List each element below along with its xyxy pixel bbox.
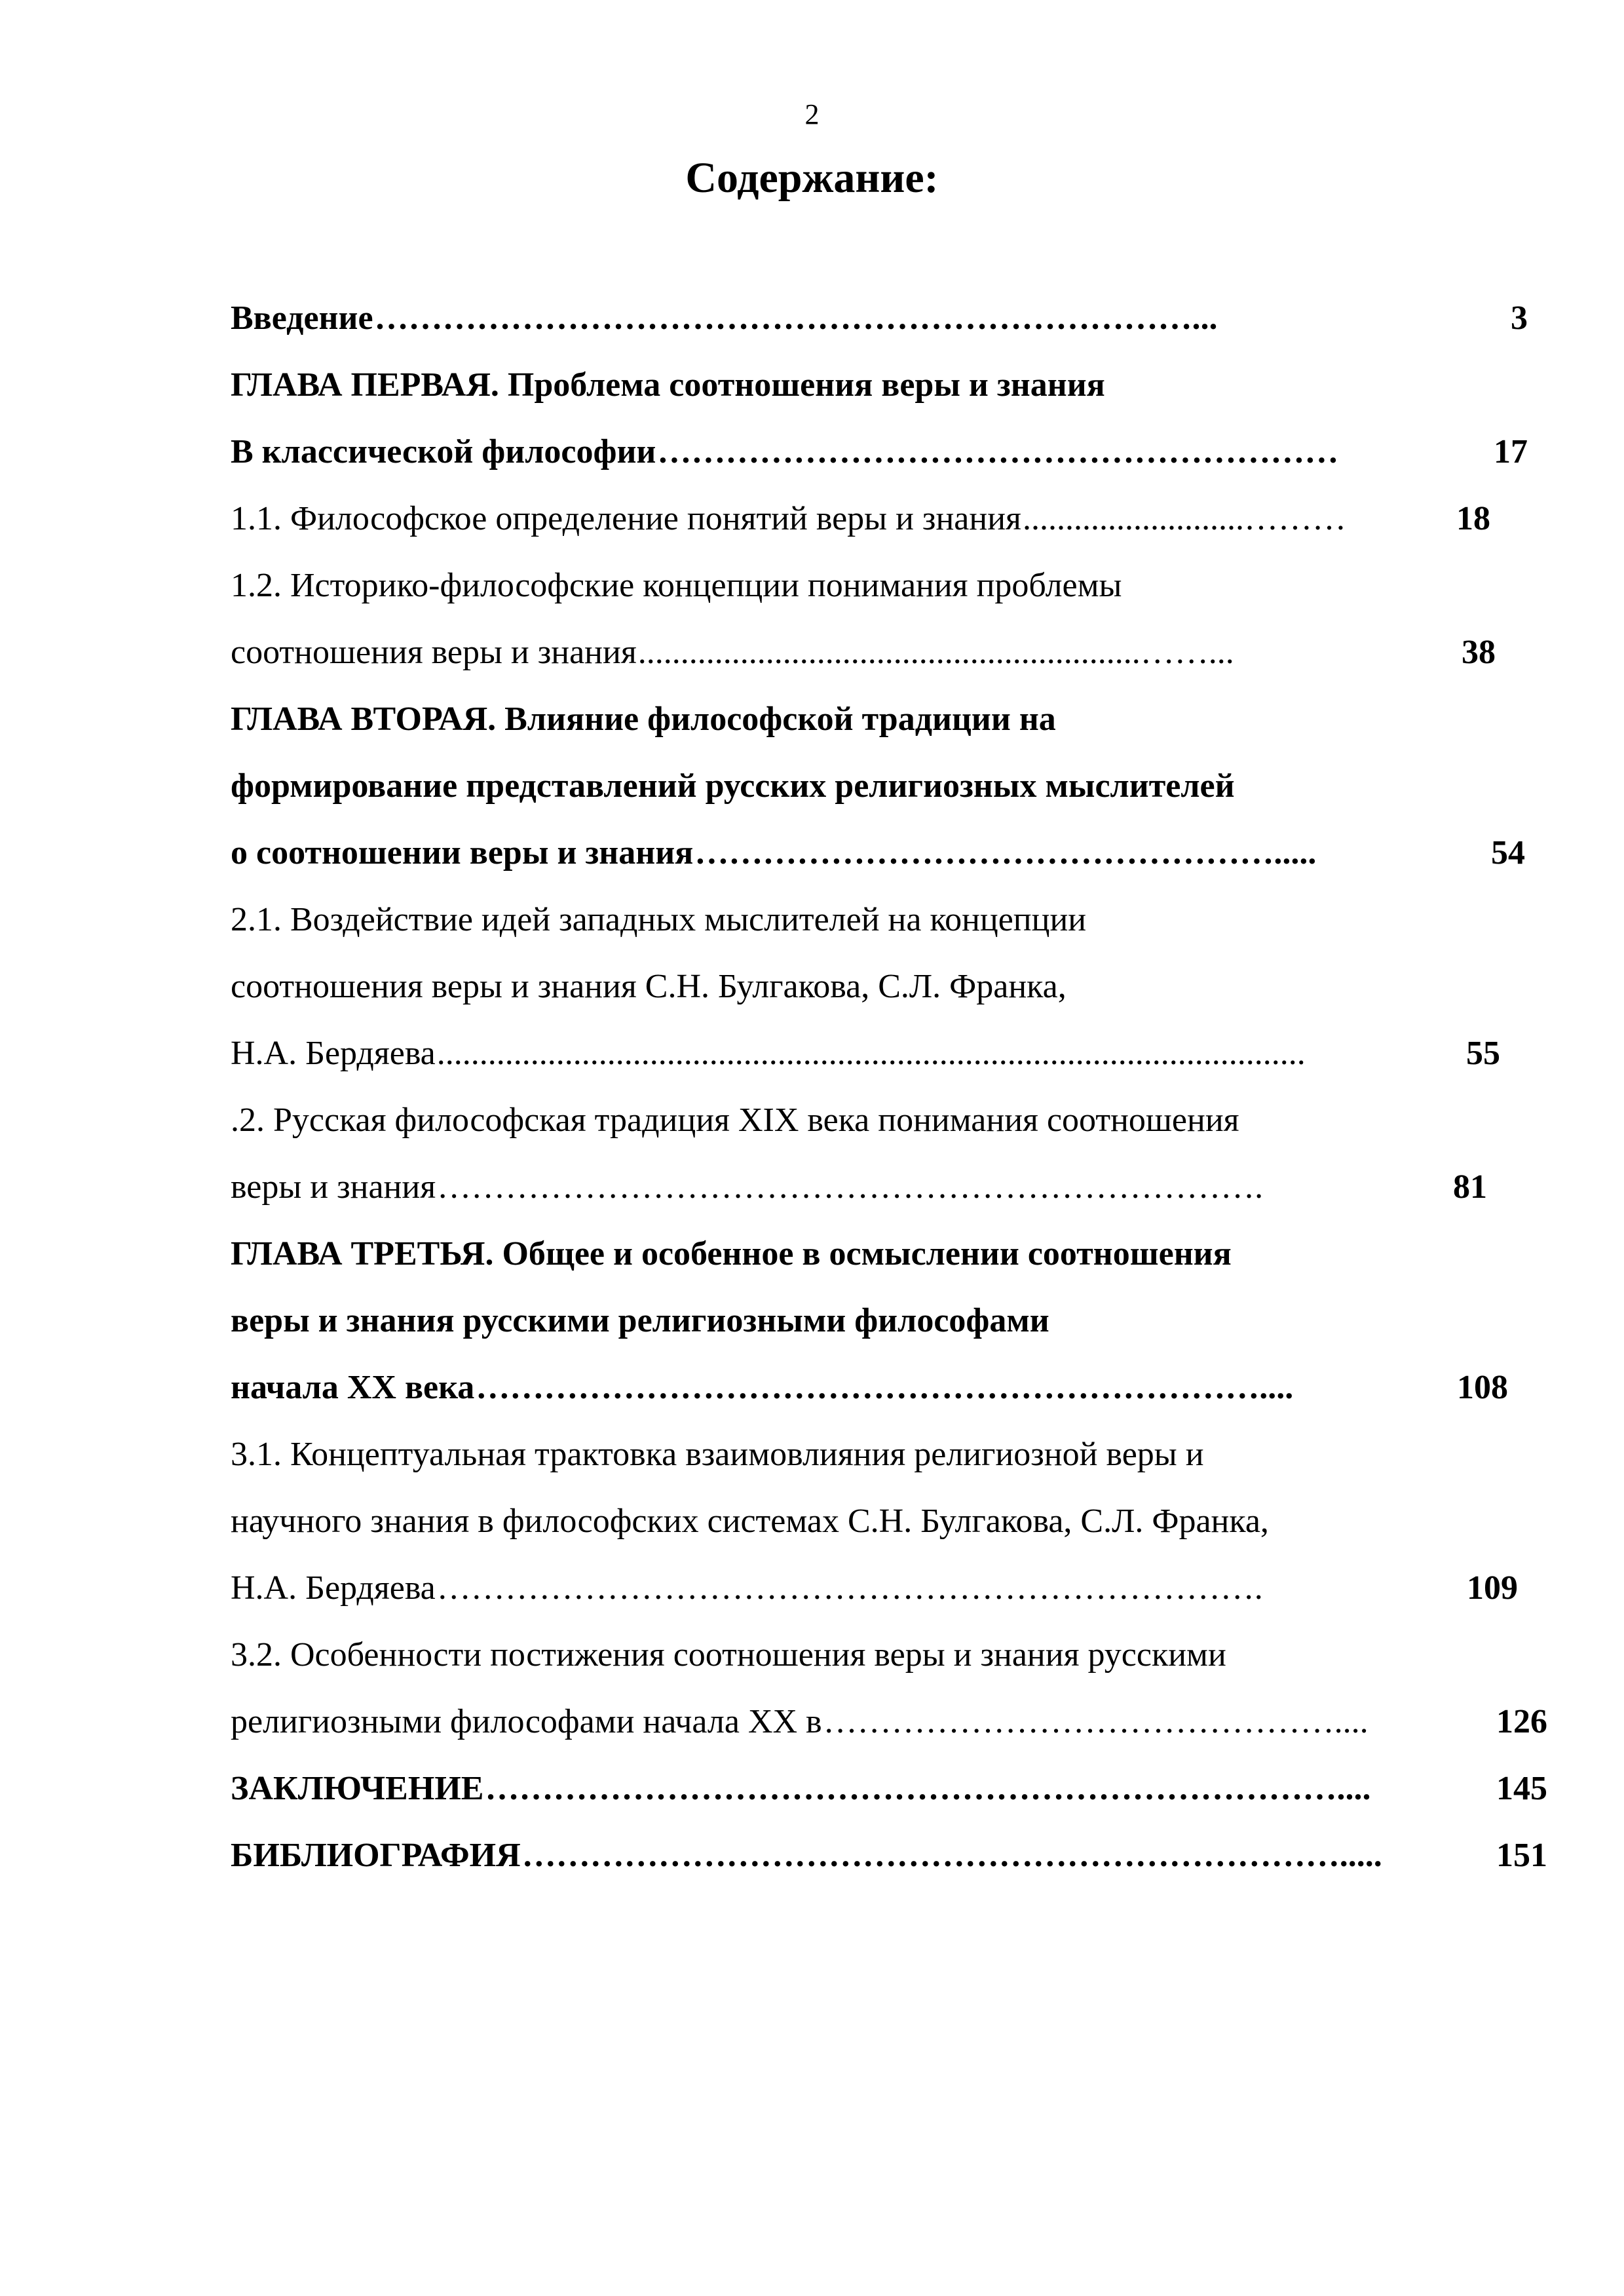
toc-page-number: 81 (1453, 1168, 1487, 1206)
toc-entry-title: научного знания в философских системах С.Н. Булгакова, С.Л. Франка, (231, 1502, 1269, 1540)
toc-page-number: 54 (1491, 834, 1525, 871)
toc-entry-title: Н.А. Бердяева (231, 1035, 436, 1072)
toc-dot-leader: …………………………………………………… (657, 433, 1339, 470)
toc-entry (231, 1231, 1572, 1278)
toc-dot-leader: ..........................……… (1022, 500, 1346, 537)
page-number: 2 (804, 98, 820, 130)
toc-entry (231, 830, 1525, 877)
toc-page-number: 151 (1496, 1837, 1547, 1874)
toc-page-number: 17 (1494, 433, 1528, 470)
toc-dot-leader: ………………………………………………………………. (436, 1569, 1263, 1607)
toc-entry-title: формирование представлений русских религиозных мыслителей (231, 767, 1235, 805)
toc-entry (231, 629, 1496, 676)
toc-dot-leader: ...........................................................……... (637, 634, 1234, 671)
toc-entry-title: Введение (231, 299, 373, 337)
toc-page-number: 3 (1511, 299, 1528, 337)
toc-dot-leader: ………………………………………………………………. (437, 1168, 1264, 1206)
toc-entry-title: веры и знания (231, 1168, 436, 1206)
toc-entry-title: Н.А. Бердяева (231, 1569, 436, 1607)
toc-entry (231, 1030, 1500, 1077)
toc-dot-leader: ………………………………………………………………... (374, 299, 1218, 337)
toc-entry-title: начала XX века (231, 1369, 475, 1406)
toc-page-number: 18 (1456, 500, 1490, 537)
page-title: Содержание: (685, 154, 939, 202)
toc-page-number: 38 (1462, 634, 1496, 671)
toc-page-number: 145 (1496, 1770, 1547, 1807)
toc-entry (231, 1765, 1547, 1812)
toc-entry (231, 696, 1572, 743)
toc-dot-leader: ……………………………………………..... (694, 834, 1317, 871)
toc-entry-title: веры и знания русскими религиозными философами (231, 1302, 1049, 1339)
toc-entry-title: .2. Русская философская традиция XIX века понимания соотношения (231, 1101, 1239, 1139)
toc-entry-title: 3.2. Особенности постижения соотношения веры и знания русскими (231, 1636, 1226, 1674)
toc-entry (231, 1164, 1487, 1211)
toc-entry-title: религиозными философами начала XX в (231, 1703, 822, 1740)
toc-entry-title: ЗАКЛЮЧЕНИЕ (231, 1770, 484, 1807)
toc-entry-title: БИБЛИОГРАФИЯ (231, 1837, 521, 1874)
toc-dot-leader: ………………………………………………………………..... (521, 1837, 1382, 1874)
toc-entry-title: соотношения веры и знания С.Н. Булгакова, С.Л. Франка, (231, 968, 1067, 1005)
toc-entry (231, 295, 1528, 342)
toc-entry-title: ГЛАВА ТРЕТЬЯ. Общее и особенное в осмыслении соотношения (231, 1235, 1232, 1272)
toc-entry (231, 896, 1572, 944)
toc-entry (231, 1364, 1508, 1411)
toc-entry-title: 1.2. Историко-философские концепции понимания проблемы (231, 567, 1122, 604)
toc-entry (231, 1832, 1547, 1879)
toc-entry (231, 1565, 1518, 1612)
toc-entry-title: В классической философии (231, 433, 656, 470)
toc-entry (231, 1698, 1547, 1746)
toc-entry (231, 362, 1572, 409)
toc-entry (231, 763, 1572, 810)
toc-entry-title: 1.1. Философское определение понятий веры и знания (231, 500, 1021, 537)
toc-entry (231, 429, 1528, 476)
toc-dot-leader: …………………………………………………………….... (476, 1369, 1294, 1406)
toc-entry (231, 1498, 1572, 1545)
toc-entry (231, 1097, 1572, 1144)
toc-page-number: 109 (1467, 1569, 1518, 1607)
toc-entry (231, 1297, 1572, 1345)
toc-entry-title: соотношения веры и знания (231, 634, 637, 671)
toc-page-number: 126 (1496, 1703, 1547, 1740)
toc-page-number: 55 (1466, 1035, 1500, 1072)
toc-dot-leader: ...................................................................................................... (436, 1035, 1306, 1072)
toc-entry-title: ГЛАВА ВТОРАЯ. Влияние философской традиции на (231, 700, 1056, 738)
toc-entry-title: о соотношении веры и знания (231, 834, 694, 871)
toc-entry (231, 1632, 1572, 1679)
toc-entry (231, 963, 1572, 1010)
toc-entry (231, 562, 1572, 609)
toc-entry-title: ГЛАВА ПЕРВАЯ. Проблема соотношения веры и знания (231, 366, 1105, 404)
toc-entry-title: 3.1. Концептуальная трактовка взаимовлияния религиозной веры и (231, 1436, 1204, 1473)
toc-entry (231, 1431, 1572, 1478)
toc-page-number: 108 (1457, 1369, 1508, 1406)
toc-entry (231, 495, 1490, 543)
toc-entry-title: 2.1. Воздействие идей западных мыслителей на концепции (231, 901, 1087, 938)
toc-dot-leader: ……………………………………….... (823, 1703, 1369, 1740)
toc-dot-leader: ………………………………………………………………….... (485, 1770, 1371, 1807)
